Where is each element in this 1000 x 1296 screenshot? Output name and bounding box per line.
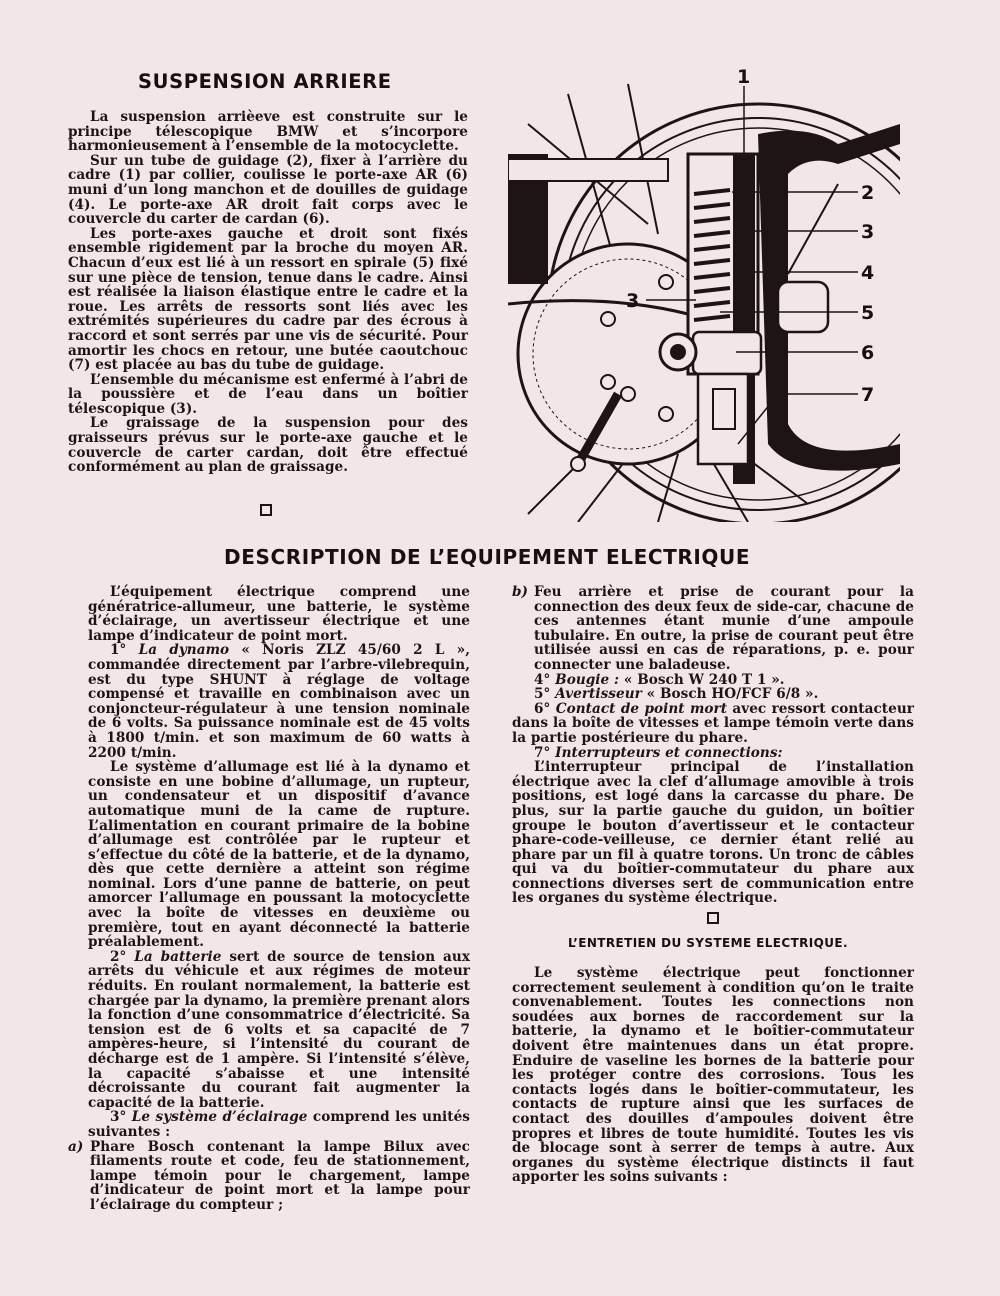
item-label: La dynamo [138, 642, 230, 659]
paragraph-eclairage [88, 1110, 470, 1139]
item-label: La batterie [134, 948, 222, 965]
list-text: Feu arrière et prise de courant pour la connection des deux feux de side-car, chacune de ces antennes étant munie d’une ampoule tubulaire. En outre, la prise de courant peut être utilisée aussi en cas de réparations, p. e. pour connecter une baladeuse. [534, 584, 914, 673]
item-text: « Noris ZLZ 45/60 2 L », commandée directement par l’arbre-vilebrequin, est du type SHUNT à réglage de voltage compensé et travaille en combinaison avec un conjoncteur-régulateur à une tension nominale de 6 volts. Sa puissance nominale est de 45 volts à 1800 t/min. et son maximum de 60 watts à 2200 t/min. [88, 642, 470, 761]
item-number: 4° [534, 671, 551, 688]
rear-suspension-illustration [508, 64, 900, 522]
paragraph-interrupteurs: L’interrupteur principal de l’installation électrique avec la clef d’allumage amovible à trois positions, est logé dans la carcasse du phare. De plus, sur la partie gauche du guidon, un boîtier groupe le bouton d’avertisseur et le contacteur phare-code-veilleuse, ce dernier étant relié au phare par un fil à quatre torons. Un tronc de câbles qui va du boîtier-commutateur du phare aux connections diverses sert de communication entre les organes du système électrique. [512, 759, 914, 907]
item-number: 1° [110, 642, 127, 659]
list-marker: a) [68, 1138, 84, 1155]
item-number: 2° [110, 948, 127, 965]
section-title-electrical: DESCRIPTION DE L’EQUIPEMENT ELECTRIQUE [224, 545, 751, 569]
paragraph-avertisseur [512, 687, 914, 702]
section-separator-square [707, 912, 719, 924]
callout-label: 7 [861, 384, 875, 406]
paragraph: Le système électrique peut fonctionner correctement seulement à condition qu’on le traite convenablement. Toutes les connections non soudées aux bornes de raccordement sur la batterie, la dynamo et le boîtier-commutateur doivent être maintenues dans un état propre. Enduire de vaseline les bornes de la batterie pour les protéger contre des corrosions. Tous les contacts logés dans le boîtier-commutateur, les contacts de rupture ainsi que les surfaces de contact des douilles d’ampoules doivent être propres et libres de toute humidité. Toutes les vis de blocage sont à serrer de temps à autre. Aux organes du système électrique distincts il faut apporter les soins suivants : [512, 965, 914, 1186]
section-title-entretien: L’ENTRETIEN DU SYSTEME ELECTRIQUE. [568, 936, 848, 950]
paragraph-contact [512, 702, 914, 746]
item-number: 7° [534, 744, 551, 761]
paragraph-batterie [88, 950, 470, 1111]
list-text: Phare Bosch contenant la lampe Bilux avec filaments route et code, feu de stationnement, lampe témoin pour le chargement, lampe d’indicateur de point mort et la lampe pour l’éclairage du compteur ; [90, 1138, 470, 1213]
paragraph: La suspension arrièeve est construite sur le principe télescopique BMW et s’incorpore harmonieusement à l’ensemble de la motocyclette. [68, 109, 468, 155]
item-number: 5° [534, 686, 551, 703]
list-item-a [68, 1140, 470, 1213]
item-text: avec ressort contacteur dans la boîte de vitesses et lampe témoin verte dans la partie postérieure du phare. [512, 700, 914, 746]
item-label: Interrupteurs et connections: [555, 744, 783, 761]
callout-label: 2 [861, 182, 875, 204]
section-title-suspension: SUSPENSION ARRIERE [138, 70, 392, 93]
electrical-left-column [68, 584, 470, 1213]
callout-label: 3 [861, 221, 875, 243]
item-label: Bougie : [555, 671, 620, 688]
electrical-right-column [512, 585, 914, 906]
callout-label: 4 [861, 262, 875, 284]
callout-label: 1 [737, 66, 751, 88]
item-number: 6° [534, 700, 551, 717]
paragraph: Les porte-axes gauche et droit sont fixés ensemble rigidement par la broche du moyen AR. Chacun d’eux est lié à un ressort en spirale (5) fixé sur une pièce de tension, tenue dans le cadre. Ainsi est réalisée la liaison élastique entre le cadre et la roue. Les arrêts de ressorts sont liés avec les extrémités supérieures du cadre par des écrous à raccord et sont serrés par une vis de sécurité. Pour amortir les chocs en retour, une butée caoutchouc (7) est placée au bas du tube de guidage. [68, 225, 468, 374]
paragraph-intro: L’équipement électrique comprend une génératrice-allumeur, une batterie, le système d’éclairage, un avertisseur électrique et une lampe d’indicateur de point mort. [88, 584, 470, 644]
item-text: « Bosch W 240 T 1 ». [619, 671, 785, 688]
item-text: sert de source de tension aux arrêts du véhicule et aux régimes de moteur réduits. En roulant normalement, la batterie est chargée par la dynamo, la première prenant alors la fonction d’une consommatrice d’électricité. Sa tension est de 6 volts et sa capacité de 7 ampères-heure, si l’intensité du courant de décharge est de 1 ampère. Si l’intensité s’élève, la capacité s’abaisse et une intensité décroissante du courant fait augmenter la capacité de la batterie. [88, 948, 470, 1111]
callout-label: 6 [861, 342, 875, 364]
item-label: Le système d’éclairage [131, 1109, 308, 1126]
suspension-text [68, 110, 468, 475]
paragraph: Sur un tube de guidage (2), fixer à l’arrière du cadre (1) par collier, coulisse le porte-axe AR (6) muni d’un long manchon et de douilles de guidage (4). Le porte-axe AR droit fait corps avec le couvercle du carter de cardan (6). [68, 152, 468, 228]
callout-label: 5 [861, 302, 875, 324]
list-marker: b) [512, 584, 529, 600]
section-separator-square [260, 504, 272, 516]
paragraph-bougie [512, 673, 914, 688]
entretien-text [512, 966, 914, 1185]
paragraph-allumage: Le système d’allumage est lié à la dynamo et consiste en une bobine d’allumage, un rupteur, un condensateur et un dispositif d’avance automatique muni de la came de rupture. L’alimentation en courant primaire de la bobine d’allumage est contrôlée par le rupteur et s’effectue du côté de la batterie, et de la dynamo, dès que cette dernière a atteint son régime nominal. Lors d’une panne de batterie, on peut amorcer l’allumage en poussant la motocyclette avec la boîte de vitesses en deuxième ou première, tout en ayant déconnecté la batterie préalablement. [88, 759, 470, 951]
item-text: « Bosch HO/FCF 6/8 ». [641, 686, 819, 703]
paragraph-interrupteurs-heading [512, 746, 914, 761]
item-text: comprend les unités suivantes : [88, 1109, 470, 1140]
item-label: Avertisseur [555, 686, 642, 703]
paragraph-dynamo [88, 643, 470, 760]
item-label: Contact de point mort [555, 700, 728, 717]
paragraph: L’ensemble du mécanisme est enfermé à l’abri de la poussière et de l’eau dans un boîtier télescopique (3). [68, 371, 468, 417]
paragraph: Le graissage de la suspension pour des graisseurs prévus sur le porte-axe gauche et le couvercle de carter cardan, doit être effectué conformément au plan de graissage. [68, 415, 468, 476]
callout-label: 3 [626, 290, 640, 312]
item-number: 3° [110, 1109, 127, 1126]
list-item-b [512, 585, 914, 673]
